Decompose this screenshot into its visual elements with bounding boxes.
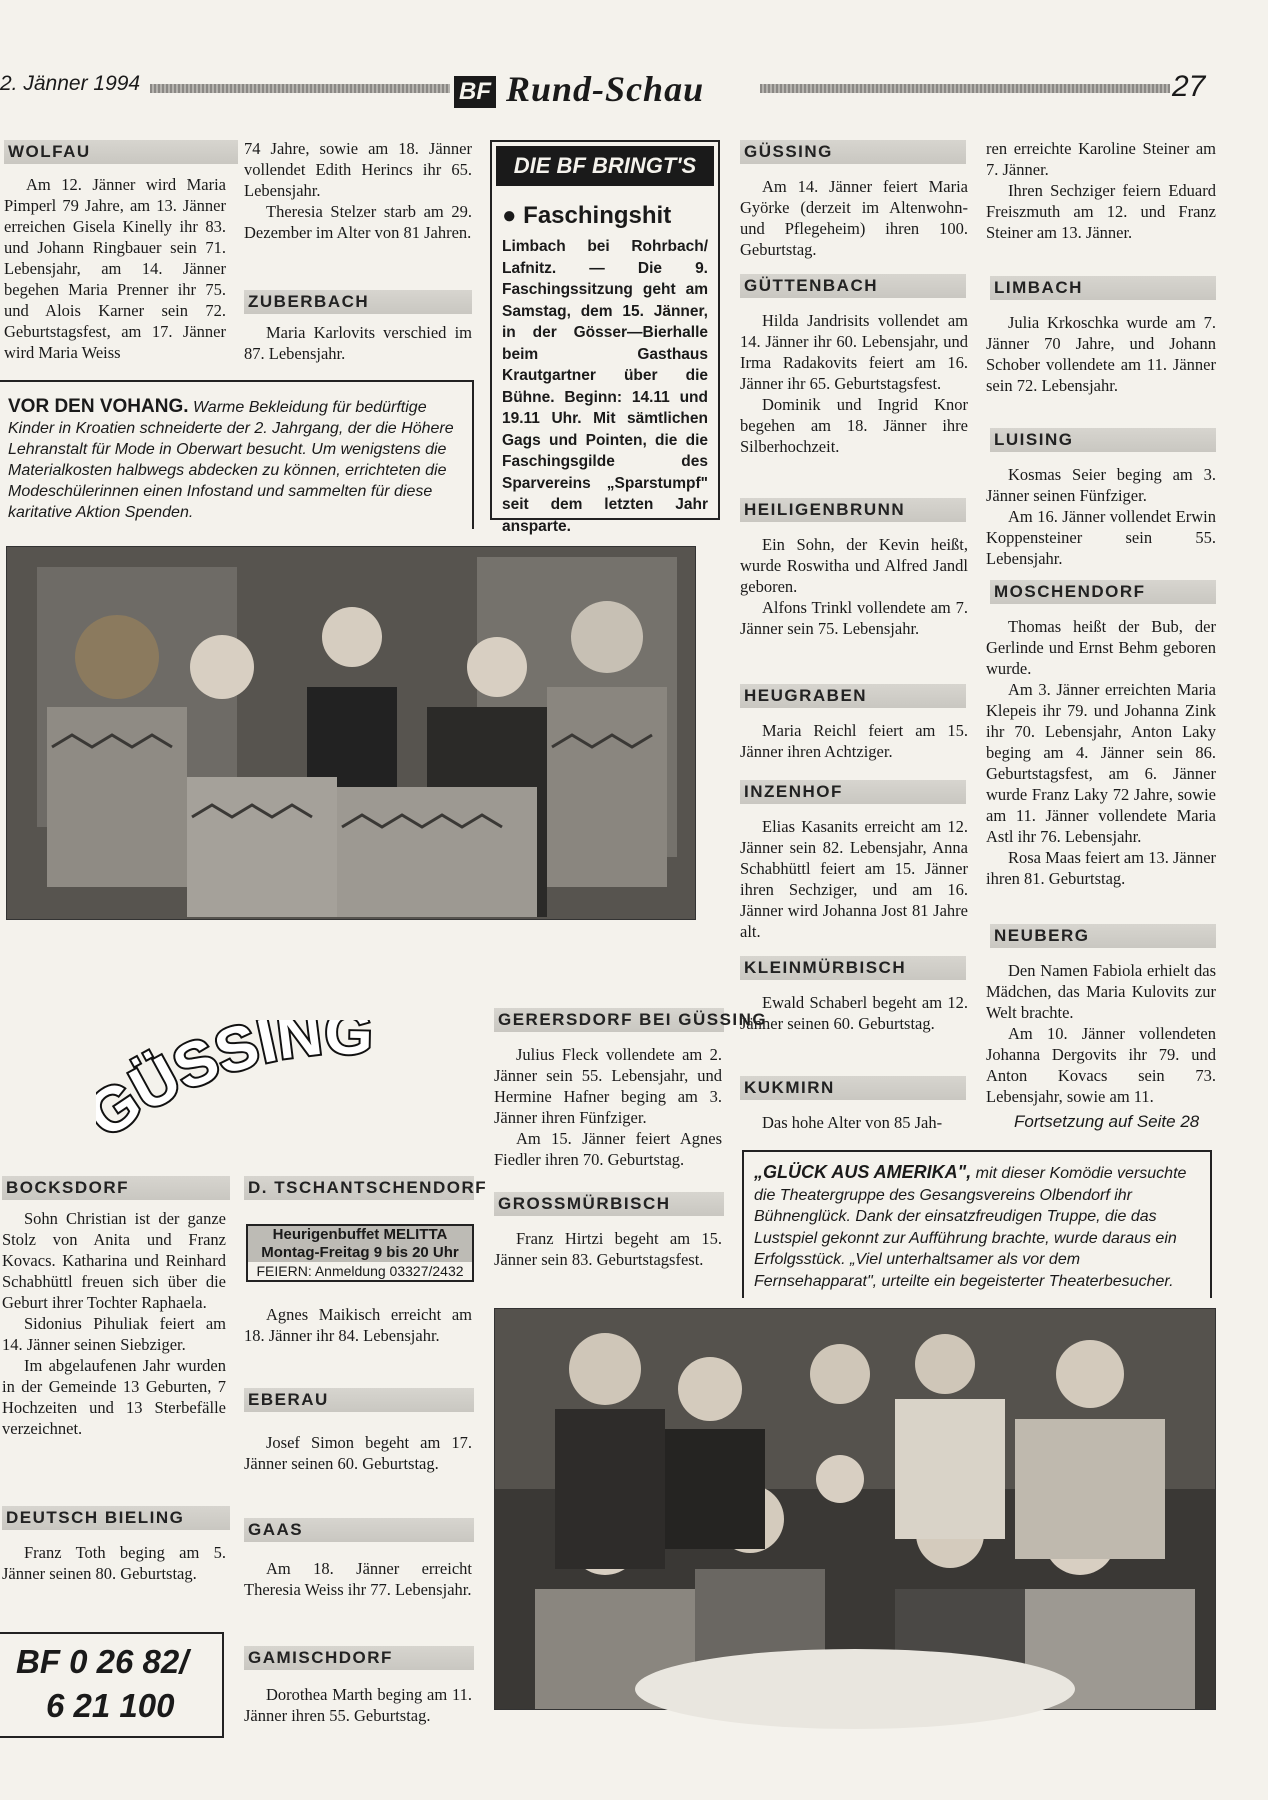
ad-line-2: Montag-Freitag 9 bis 20 Uhr	[248, 1244, 472, 1262]
page-number: 27	[1172, 70, 1206, 103]
heading-zuberbach: ZUBERBACH	[244, 290, 472, 314]
ad-line-3: FEIERN: Anmeldung 03327/2432	[256, 1263, 464, 1279]
heading-gaas: GAAS	[244, 1518, 474, 1542]
para: Franz Hirtzi begeht am 15. Jänner sein 83. Geburtstagsfest.	[494, 1229, 722, 1269]
heading-kleinmuerbisch: KLEINMÜRBISCH	[740, 956, 966, 980]
para: Elias Kasanits erreicht am 12. Jänner sein 82. Lebensjahr, Anna Schabhüttl feiert am 15. Jänner ihren Sechziger, und am 16. Jänner wird Johanna Jost 81 Jahre alt.	[740, 817, 968, 941]
heading-heugraben: HEUGRABEN	[740, 684, 966, 708]
para: Dorothea Marth beging am 11. Jänner ihren 55. Geburtstag.	[244, 1685, 472, 1725]
text-gerersdorf	[494, 1044, 722, 1170]
heading-luising: LUISING	[990, 428, 1216, 452]
bullet-icon: ●	[502, 202, 524, 229]
text-heiligenbrunn	[740, 534, 968, 639]
para: Am 18. Jänner erreicht Theresia Weiss ihr 77. Lebensjahr.	[244, 1559, 472, 1599]
para: Ein Sohn, der Kevin heißt, wurde Roswitha und Alfred Jandl geboren.	[740, 535, 968, 596]
photo-fashion-students-svg	[7, 547, 695, 919]
heading-tschantschendorf: D. TSCHANTSCHENDORF	[244, 1176, 474, 1200]
text-luising	[986, 464, 1216, 569]
para: Kosmas Seier beging am 3. Jänner seinen Fünfziger.	[986, 465, 1216, 505]
heading-eberau: EBERAU	[244, 1388, 474, 1412]
header-rule-right	[760, 84, 1170, 93]
heading-guessing: GÜSSING	[740, 140, 966, 164]
para: Den Namen Fabiola erhielt das Mädchen, das Maria Kulovits zur Welt brachte.	[986, 961, 1216, 1022]
para: Sidonius Pihuliak feiert am 14. Jänner seinen Siebziger.	[2, 1314, 226, 1354]
phone-line-1: BF 0 26 82/	[16, 1643, 189, 1680]
bf-bringts-title: DIE BF BRINGT'S	[496, 146, 714, 186]
para: Am 16. Jänner vollendet Erwin Koppensteiner sein 55. Lebensjahr.	[986, 507, 1216, 568]
issue-date: 2. Jänner 1994	[0, 72, 141, 95]
text-zuberbach	[244, 322, 472, 364]
heading-deutsch-bieling: DEUTSCH BIELING	[2, 1506, 230, 1530]
heading-moschendorf: MOSCHENDORF	[990, 580, 1216, 604]
heading-guettenbach: GÜTTENBACH	[740, 274, 966, 298]
para: Ihren Sechziger feiern Eduard Freiszmuth am 12. und Franz Steiner am 13. Jänner.	[986, 181, 1216, 242]
text-wolfau-cont	[244, 138, 472, 243]
para: Am 15. Jänner feiert Agnes Fiedler ihren 70. Geburtstag.	[494, 1129, 722, 1169]
guessing-graphic-title	[96, 1020, 416, 1160]
text-wolfau	[4, 174, 226, 363]
text-col4-top	[986, 138, 1216, 243]
text-inzenhof	[740, 816, 968, 942]
caption-text: Warme Bekleidung für bedürftige Kinder in Kroatien schneiderte der 2. Jahrgang, der die Höhere Lehranstalt für Mode in Oberwart besucht. Um wenigstens die Materialkosten halbwegs abdecken zu können, errichteten die Modeschülerinnen einen Infostand und sammelten für diese karitative Aktion Spenden.	[8, 399, 454, 521]
para: Ewald Schaberl begeht am 12. Jänner seinen 60. Geburtstag.	[740, 993, 968, 1033]
para: 74 Jahre, sowie am 18. Jänner vollendet Edith Herincs ihr 65. Lebensjahr.	[244, 139, 472, 200]
text-eberau	[244, 1432, 472, 1474]
bringts-item-title: Faschingshit	[523, 202, 672, 229]
heading-gerersdorf: GERERSDORF BEI GÜSSING	[494, 1008, 724, 1032]
para: Theresia Stelzer starb am 29. Dezember im Alter von 81 Jahren.	[244, 202, 472, 242]
text-kleinmuerbisch	[740, 992, 968, 1034]
para: Agnes Maikisch erreicht am 18. Jänner ihr 84. Lebensjahr.	[244, 1305, 472, 1345]
para: Am 10. Jänner vollendeten Johanna Dergovits ihr 79. und Anton Kovacs sein 73. Lebensjahr, sowie am 11.	[986, 1024, 1216, 1106]
heading-kukmirn: KUKMIRN	[740, 1076, 966, 1100]
caption-glueck-aus-amerika	[742, 1150, 1212, 1298]
photo-theater-group	[494, 1308, 1216, 1710]
bringts-item-head	[502, 202, 710, 230]
ad-heurigenbuffet	[246, 1224, 474, 1282]
text-deutsch-bieling	[2, 1542, 226, 1584]
para: Franz Toth beging am 5. Jänner seinen 80. Geburtstag.	[2, 1543, 226, 1583]
caption2-text: mit dieser Komödie versuchte die Theatergruppe des Gesangsvereins Olbendorf ihr Bühnenglück. Dank der einsatzfreudigen Truppe, die das Lustspiel gekonnt zur Aufführung brachte, wurde daraus ein Erfolgsstück. „Viel unterhaltsamer als vor dem Fernsehapparat", urteilte ein begeisterter Theaterbesucher.	[754, 1165, 1187, 1290]
text-kukmirn	[740, 1112, 968, 1133]
photo-theater-group-svg	[495, 1309, 1215, 1709]
para: Am 12. Jänner wird Maria Pimperl 79 Jahre, am 13. Jänner erreichen Gisela Kinelly ihr 83. und Johann Ringbauer sein 71. Lebensjahr, am 14. Jänner begehen Maria Prenner ihr 75. und Alois Karner sein 72. Geburtstagsfest, am 17. Jänner wird Maria Weiss	[4, 175, 226, 362]
para: Maria Reichl feiert am 15. Jänner ihren Achtziger.	[740, 721, 968, 761]
para: Am 3. Jänner erreichten Maria Klepeis ihr 79. und Johanna Zink ihr 70. Lebensjahr, Anton Laky beging am 4. Jänner sein 86. Geburtstagsfest, am 6. Jänner wurde Franz Laky 72 Jahre, sowie am 11. Jänner vollendete Maria Astl ihr 76. Lebensjahr.	[986, 680, 1216, 846]
para: Josef Simon begeht am 17. Jänner seinen 60. Geburtstag.	[244, 1433, 472, 1473]
heading-wolfau: WOLFAU	[4, 140, 238, 164]
section-title: Rund-Schau	[506, 69, 705, 109]
bf-bringts-box	[490, 140, 720, 535]
heading-inzenhof: INZENHOF	[740, 780, 966, 804]
text-guessing	[740, 176, 968, 260]
para: Thomas heißt der Bub, der Gerlinde und Ernst Behm geboren wurde.	[986, 617, 1216, 678]
para: ren erreichte Karoline Steiner am 7. Jänner.	[986, 139, 1216, 179]
phone-box	[0, 1632, 224, 1738]
para: Maria Karlovits verschied im 87. Lebensjahr.	[244, 323, 472, 363]
para: Rosa Maas feiert am 13. Jänner ihren 81. Geburtstag.	[986, 848, 1217, 888]
para: Im abgelaufenen Jahr wurden in der Gemeinde 13 Geburten, 7 Hochzeiten und 13 Sterbefälle verzeichnet.	[2, 1356, 226, 1438]
para: Das hohe Alter von 85 Jah-	[762, 1113, 943, 1132]
continued-note: Fortsetzung auf Seite 28	[1014, 1112, 1200, 1131]
text-neuberg	[986, 960, 1216, 1107]
text-limbach	[986, 312, 1216, 396]
guessing-title-text: ÜSSING	[119, 1020, 374, 1125]
ad-line-1: Heurigenbuffet MELITTA	[248, 1226, 472, 1244]
heading-heiligenbrunn: HEILIGENBRUNN	[740, 498, 966, 522]
text-bocksdorf	[2, 1208, 226, 1439]
header-rule-left	[150, 84, 450, 93]
phone-line-2: 6 21 100	[46, 1687, 175, 1724]
para: Sohn Christian ist der ganze Stolz von Anita und Franz Kovacs. Katharina und Reinhard Schabhüttl freuen sich über die Geburt ihrer Tochter Raphaela.	[2, 1209, 226, 1312]
para: Am 14. Jänner feiert Maria Györke (derzeit im Altenwohn- und Pflegeheim) ihren 100. Geburtstag.	[740, 177, 968, 259]
para: Julia Krkoschka wurde am 7. Jänner 70 Jahre, und Johann Schober vollendete am 11. Jänner sein 72. Lebensjahr.	[986, 313, 1216, 395]
para: Julius Fleck vollendete am 2. Jänner sein 55. Lebensjahr, und Hermine Hafner beging am 3. Jänner ihren Fünfziger.	[494, 1045, 722, 1127]
text-moschendorf	[986, 616, 1216, 889]
text-tschantschendorf	[244, 1304, 472, 1346]
heading-neuberg: NEUBERG	[990, 924, 1216, 948]
para: Dominik und Ingrid Knor begehen am 18. Jänner ihre Silberhochzeit.	[740, 395, 968, 456]
text-heugraben	[740, 720, 968, 762]
para: Alfons Trinkl vollendete am 7. Jänner sein 75. Lebensjahr.	[740, 598, 968, 638]
caption2-lead: „GLÜCK AUS AMERIKA",	[754, 1162, 972, 1182]
guessing-title-svg	[96, 1020, 416, 1160]
text-guettenbach	[740, 310, 968, 457]
heading-grossmuerbisch: GROSSMÜRBISCH	[494, 1192, 724, 1216]
caption-vor-den-vohang	[0, 380, 474, 529]
text-gaas	[244, 1558, 472, 1600]
text-grossmuerbisch	[494, 1228, 722, 1270]
bringts-text: Limbach bei Rohrbach/ Lafnitz. — Die 9. Faschingssitzung geht am Samstag, dem 15. Jänner, in der Gösser—Bierhalle beim Gasthaus Krautgartner über die Bühne. Beginn: 14.11 und 19.11 Uhr. Mit sämtlichen Gags und Pointen, die die Faschingsgilde des Sparvereins „Sparstumpf" seit dem letzten Jahr ansparte.	[502, 238, 708, 535]
bf-logo: BF	[454, 76, 496, 108]
caption-lead: VOR DEN VOHANG.	[8, 396, 189, 417]
heading-gamischdorf: GAMISCHDORF	[244, 1646, 474, 1670]
heading-bocksdorf: BOCKSDORF	[2, 1176, 230, 1200]
heading-limbach: LIMBACH	[990, 276, 1216, 300]
svg-text:GÜSSING	[96, 1020, 373, 1151]
text-gamischdorf	[244, 1684, 472, 1726]
photo-fashion-students	[6, 546, 696, 920]
para: Hilda Jandrisits vollendet am 14. Jänner ihr 60. Lebensjahr, und Irma Radakovits feiert am 16. Jänner ihr 65. Geburtstagsfest.	[740, 311, 968, 393]
